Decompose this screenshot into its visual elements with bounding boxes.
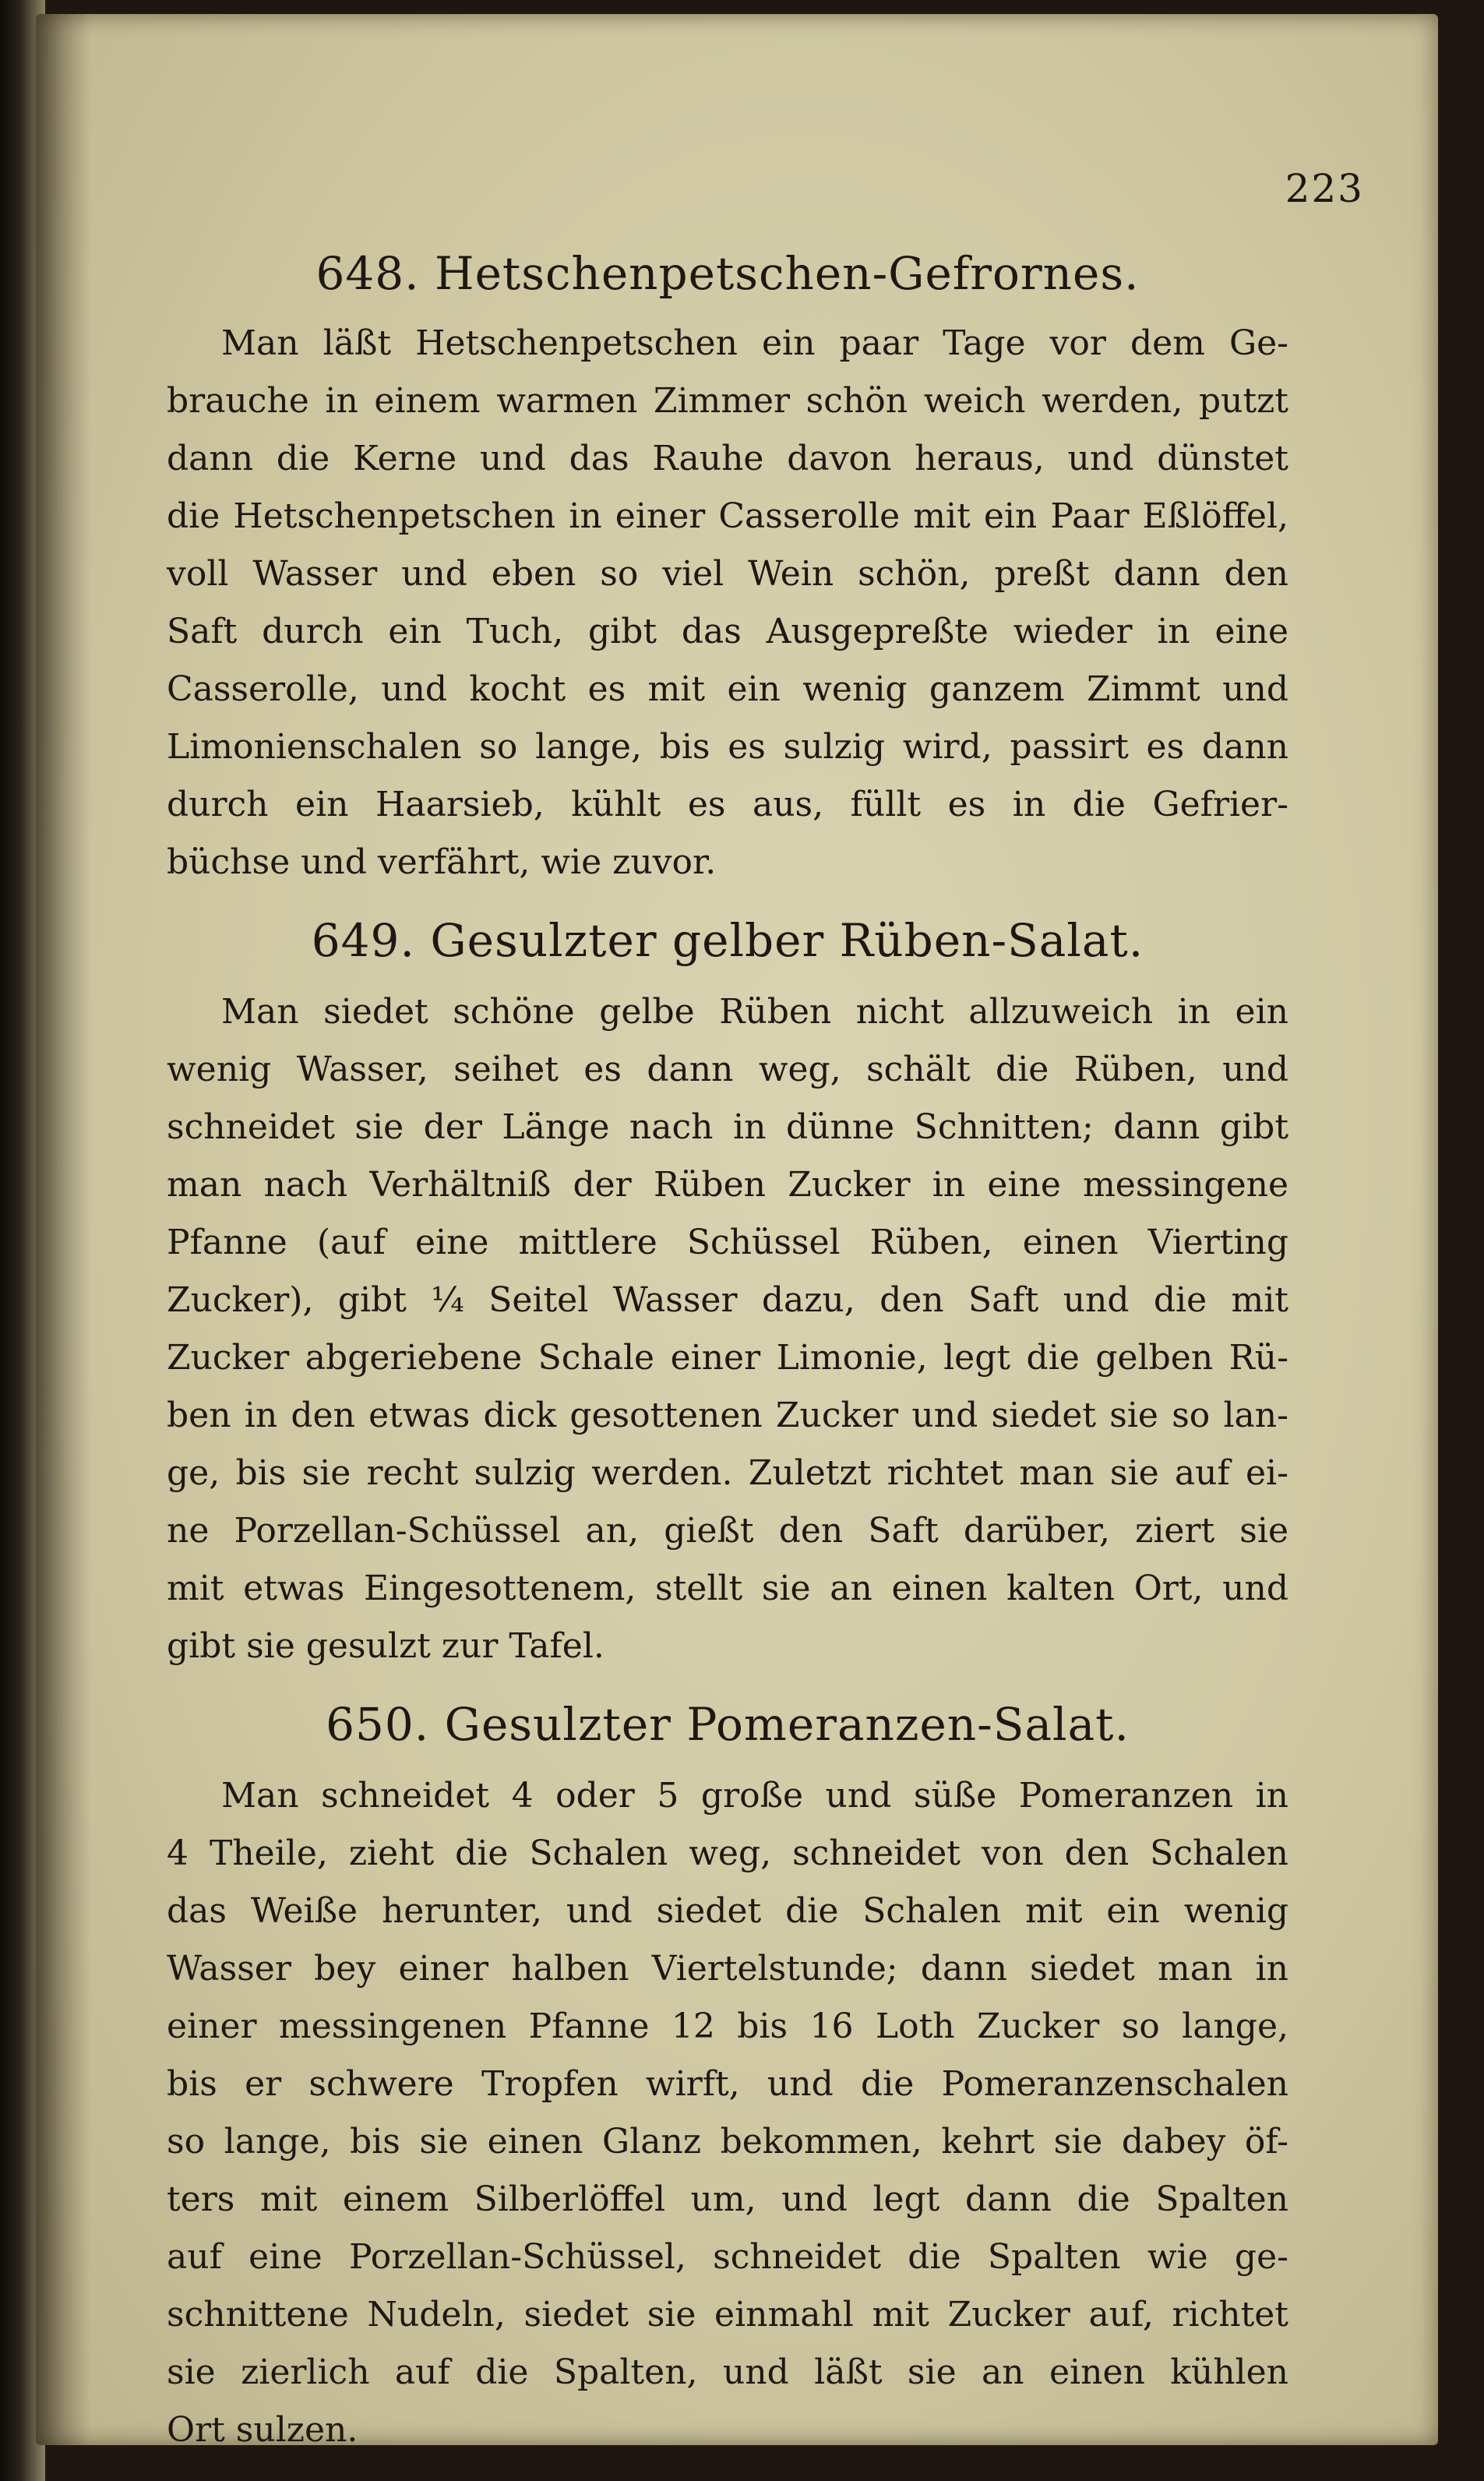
text-line: sie zierlich auf die Spalten, und läßt sie an einen kühlen bbox=[167, 2352, 1288, 2392]
text-line: Casserolle, und kocht es mit ein wenig ganzem Zimmt und bbox=[167, 669, 1288, 709]
text-line: einer messingenen Pfanne 12 bis 16 Loth Zucker so lange, bbox=[167, 2006, 1288, 2046]
text-line: Ort sulzen. bbox=[167, 2410, 358, 2450]
text-line: bis er schwere Tropfen wirft, und die Pomeranzenschalen bbox=[167, 2064, 1288, 2104]
text-line: das Weiße herunter, und siedet die Schalen mit ein wenig bbox=[167, 1891, 1288, 1931]
text-line: Man siedet schöne gelbe Rüben nicht allzuweich in ein bbox=[221, 992, 1288, 1032]
text-line: Man schneidet 4 oder 5 große und süße Pomeranzen in bbox=[221, 1776, 1288, 1816]
text-line: Wasser bey einer halben Viertelstunde; dann siedet man in bbox=[167, 1949, 1288, 1989]
text-line: 4 Theile, zieht die Schalen weg, schneidet von den Schalen bbox=[167, 1833, 1288, 1873]
text-line: brauche in einem warmen Zimmer schön weich werden, putzt bbox=[167, 381, 1288, 421]
text-line: gibt sie gesulzt zur Tafel. bbox=[167, 1626, 605, 1666]
text-line: schnittene Nudeln, siedet sie einmahl mit Zucker auf, richtet bbox=[167, 2295, 1288, 2335]
text-line: Man läßt Hetschenpetschen ein paar Tage vor dem Ge- bbox=[221, 323, 1288, 363]
recipe-heading: 649. Gesulzter gelber Rüben-Salat. bbox=[311, 914, 1144, 967]
text-line: Zucker), gibt ¼ Seitel Wasser dazu, den Saft und die mit bbox=[167, 1280, 1288, 1320]
recipe-650 bbox=[167, 1691, 1288, 2459]
book-page bbox=[36, 14, 1438, 2450]
text-line: Zucker abgeriebene Schale einer Limonie, legt die gelben Rü- bbox=[167, 1338, 1288, 1378]
page-content bbox=[167, 240, 1288, 2459]
recipe-649 bbox=[167, 907, 1288, 1675]
text-line: büchse und verfährt, wie zuvor. bbox=[167, 842, 717, 882]
text-line: so lange, bis sie einen Glanz bekommen, kehrt sie dabey öf- bbox=[167, 2122, 1288, 2162]
recipe-heading: 650. Gesulzter Pomeranzen-Salat. bbox=[326, 1698, 1130, 1751]
text-line: wenig Wasser, seihet es dann weg, schält die Rüben, und bbox=[167, 1050, 1288, 1089]
text-line: ters mit einem Silberlöffel um, und legt dann die Spalten bbox=[167, 2179, 1288, 2219]
text-line: man nach Verhältniß der Rüben Zucker in eine messingene bbox=[167, 1165, 1288, 1205]
text-line: die Hetschenpetschen in einer Casserolle mit ein Paar Eßlöffel, bbox=[167, 496, 1288, 536]
page-number: 223 bbox=[1285, 166, 1364, 211]
recipe-648 bbox=[167, 240, 1288, 891]
page-gutter-shadow bbox=[36, 14, 90, 2445]
text-line: schneidet sie der Länge nach in dünne Schnitten; dann gibt bbox=[167, 1107, 1288, 1147]
recipe-text bbox=[167, 315, 1288, 891]
text-line: ben in den etwas dick gesottenen Zucker und siedet sie so lan- bbox=[167, 1396, 1288, 1435]
text-line: mit etwas Eingesottenem, stellt sie an einen kalten Ort, und bbox=[167, 1569, 1288, 1608]
text-line: voll Wasser und eben so viel Wein schön, preßt dann den bbox=[167, 554, 1288, 594]
text-line: ne Porzellan-Schüssel an, gießt den Saft darüber, ziert sie bbox=[167, 1511, 1288, 1551]
text-line: Pfanne (auf eine mittlere Schüssel Rüben, einen Vierting bbox=[167, 1223, 1288, 1262]
text-line: Limonienschalen so lange, bis es sulzig wird, passirt es dann bbox=[167, 727, 1288, 767]
recipe-heading: 648. Hetschenpetschen-Gefrornes. bbox=[315, 247, 1140, 300]
text-line: ge, bis sie recht sulzig werden. Zuletzt richtet man sie auf ei- bbox=[167, 1453, 1288, 1493]
text-line: durch ein Haarsieb, kühlt es aus, füllt es in die Gefrier- bbox=[167, 785, 1288, 824]
text-line: auf eine Porzellan-Schüssel, schneidet die Spalten wie ge- bbox=[167, 2237, 1288, 2277]
recipe-text bbox=[167, 1767, 1288, 2459]
text-line: dann die Kerne und das Rauhe davon heraus, und dünstet bbox=[167, 439, 1288, 478]
text-line: Saft durch ein Tuch, gibt das Ausgepreßte wieder in eine bbox=[167, 612, 1288, 651]
recipe-text bbox=[167, 983, 1288, 1675]
